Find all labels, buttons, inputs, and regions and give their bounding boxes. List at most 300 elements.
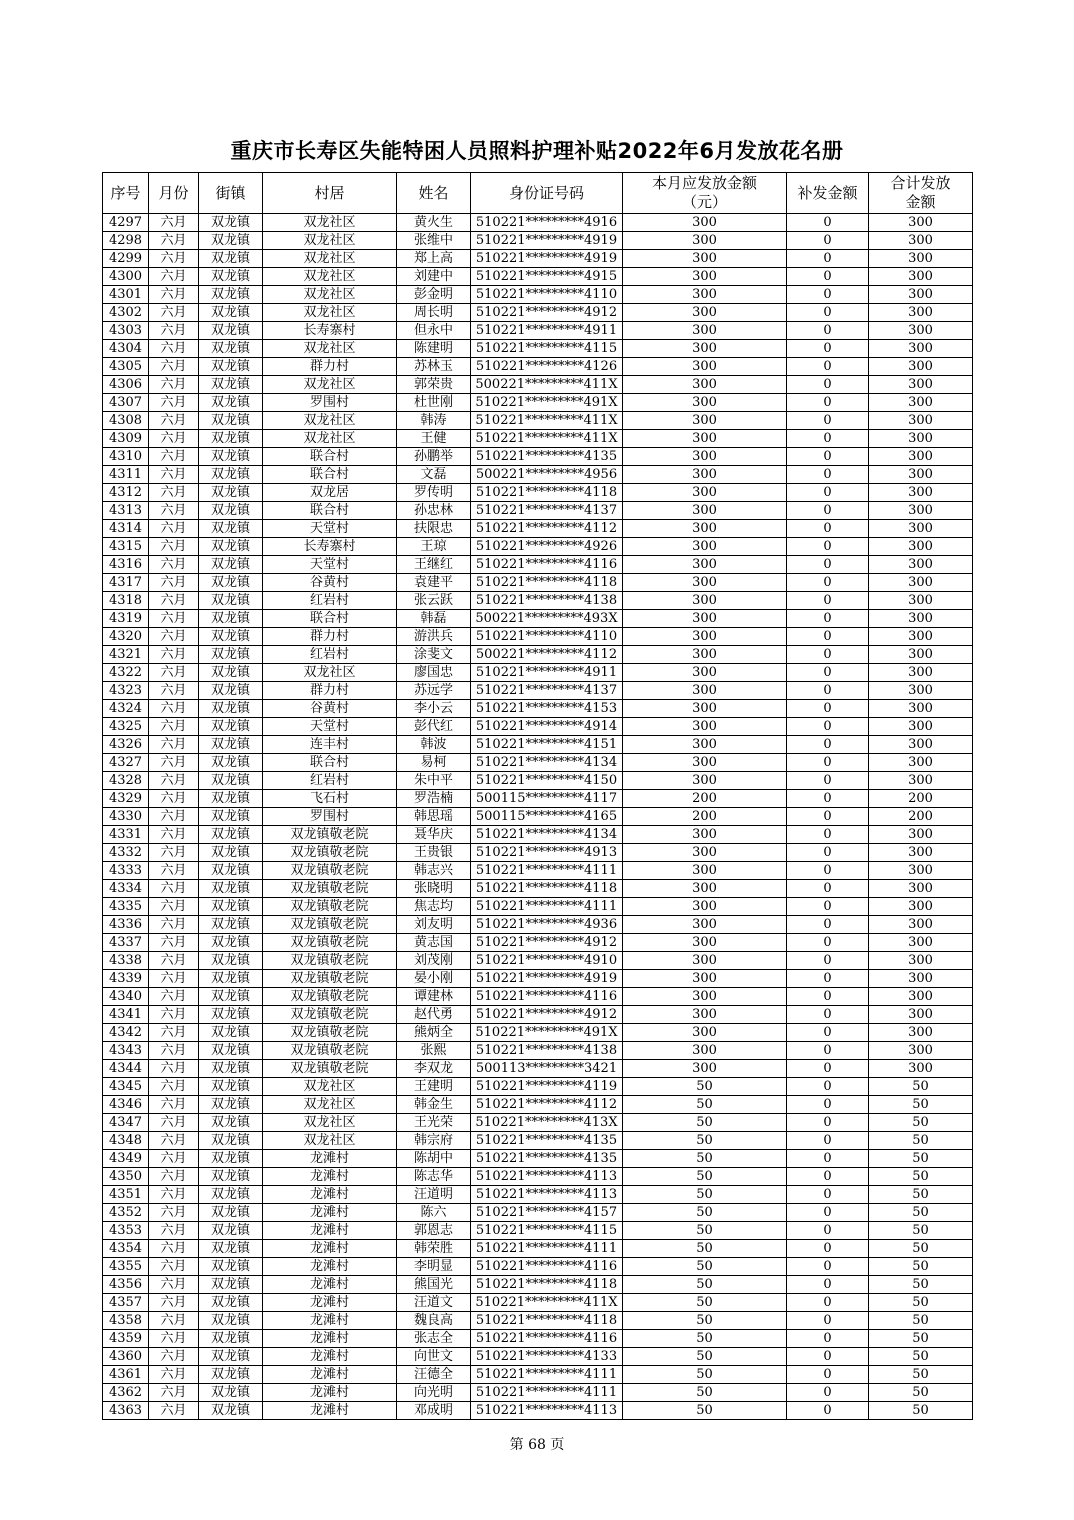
table-row [103, 430, 973, 448]
cell-town: 双龙镇 [199, 448, 263, 466]
cell-monthly-amount: 50 [623, 1330, 787, 1348]
cell-index: 4358 [103, 1312, 149, 1330]
cell-name: 王琼 [397, 538, 471, 556]
cell-index: 4313 [103, 502, 149, 520]
cell-monthly-amount: 300 [623, 250, 787, 268]
cell-town: 双龙镇 [199, 1366, 263, 1384]
cell-name: 周长明 [397, 304, 471, 322]
cell-village: 龙滩村 [263, 1402, 397, 1420]
cell-month: 六月 [149, 376, 199, 394]
cell-name: 郑上高 [397, 250, 471, 268]
table-row [103, 808, 973, 826]
cell-village: 谷黄村 [263, 700, 397, 718]
cell-month: 六月 [149, 1348, 199, 1366]
cell-month: 六月 [149, 862, 199, 880]
cell-monthly-amount: 50 [623, 1276, 787, 1294]
cell-name: 汪道文 [397, 1294, 471, 1312]
cell-town: 双龙镇 [199, 412, 263, 430]
cell-month: 六月 [149, 1060, 199, 1078]
cell-index: 4316 [103, 556, 149, 574]
cell-id-number: 510221*********4126 [471, 358, 623, 376]
cell-index: 4334 [103, 880, 149, 898]
cell-supplement: 0 [787, 772, 869, 790]
cell-monthly-amount: 300 [623, 898, 787, 916]
cell-name: 向光明 [397, 1384, 471, 1402]
cell-supplement: 0 [787, 1294, 869, 1312]
cell-monthly-amount: 300 [623, 862, 787, 880]
cell-total: 300 [869, 214, 973, 232]
table-row [103, 394, 973, 412]
cell-supplement: 0 [787, 466, 869, 484]
cell-town: 双龙镇 [199, 664, 263, 682]
cell-id-number: 510221*********4111 [471, 1366, 623, 1384]
cell-supplement: 0 [787, 1402, 869, 1420]
cell-month: 六月 [149, 1240, 199, 1258]
cell-town: 双龙镇 [199, 682, 263, 700]
cell-town: 双龙镇 [199, 754, 263, 772]
cell-id-number: 510221*********4919 [471, 250, 623, 268]
cell-total: 300 [869, 718, 973, 736]
cell-index: 4325 [103, 718, 149, 736]
cell-total: 300 [869, 1060, 973, 1078]
cell-supplement: 0 [787, 1276, 869, 1294]
cell-name: 郭恩志 [397, 1222, 471, 1240]
cell-id-number: 510221*********4919 [471, 232, 623, 250]
cell-total: 300 [869, 844, 973, 862]
cell-total: 300 [869, 970, 973, 988]
table-row [103, 790, 973, 808]
cell-town: 双龙镇 [199, 646, 263, 664]
cell-id-number: 510221*********4119 [471, 1078, 623, 1096]
cell-index: 4361 [103, 1366, 149, 1384]
cell-village: 罗围村 [263, 808, 397, 826]
cell-id-number: 510221*********4118 [471, 1276, 623, 1294]
cell-id-number: 510221*********4914 [471, 718, 623, 736]
table-row [103, 340, 973, 358]
cell-id-number: 500115*********4117 [471, 790, 623, 808]
cell-total: 50 [869, 1366, 973, 1384]
table-row [103, 322, 973, 340]
cell-town: 双龙镇 [199, 808, 263, 826]
cell-month: 六月 [149, 826, 199, 844]
cell-total: 300 [869, 520, 973, 538]
cell-name: 王建明 [397, 1078, 471, 1096]
cell-month: 六月 [149, 1006, 199, 1024]
cell-total: 300 [869, 322, 973, 340]
cell-total: 50 [869, 1168, 973, 1186]
cell-village: 红岩村 [263, 592, 397, 610]
table-row [103, 880, 973, 898]
cell-total: 300 [869, 466, 973, 484]
cell-index: 4337 [103, 934, 149, 952]
cell-town: 双龙镇 [199, 700, 263, 718]
cell-monthly-amount: 50 [623, 1096, 787, 1114]
cell-month: 六月 [149, 1078, 199, 1096]
cell-index: 4343 [103, 1042, 149, 1060]
cell-town: 双龙镇 [199, 538, 263, 556]
cell-name: 熊炳全 [397, 1024, 471, 1042]
cell-id-number: 510221*********4112 [471, 1096, 623, 1114]
cell-village: 龙滩村 [263, 1240, 397, 1258]
cell-monthly-amount: 50 [623, 1384, 787, 1402]
cell-monthly-amount: 50 [623, 1402, 787, 1420]
cell-name: 文磊 [397, 466, 471, 484]
cell-month: 六月 [149, 664, 199, 682]
cell-village: 双龙社区 [263, 664, 397, 682]
cell-month: 六月 [149, 538, 199, 556]
cell-month: 六月 [149, 736, 199, 754]
cell-village: 双龙镇敬老院 [263, 826, 397, 844]
cell-village: 双龙社区 [263, 1114, 397, 1132]
cell-month: 六月 [149, 358, 199, 376]
cell-monthly-amount: 50 [623, 1114, 787, 1132]
cell-id-number: 510221*********4134 [471, 754, 623, 772]
cell-town: 双龙镇 [199, 880, 263, 898]
cell-id-number: 510221*********4151 [471, 736, 623, 754]
cell-village: 群力村 [263, 682, 397, 700]
cell-village: 双龙镇敬老院 [263, 898, 397, 916]
cell-month: 六月 [149, 592, 199, 610]
cell-total: 300 [869, 484, 973, 502]
cell-monthly-amount: 50 [623, 1294, 787, 1312]
cell-monthly-amount: 300 [623, 754, 787, 772]
cell-village: 龙滩村 [263, 1366, 397, 1384]
cell-index: 4350 [103, 1168, 149, 1186]
table-row [103, 646, 973, 664]
cell-index: 4311 [103, 466, 149, 484]
cell-index: 4310 [103, 448, 149, 466]
cell-name: 韩思瑶 [397, 808, 471, 826]
cell-name: 廖国忠 [397, 664, 471, 682]
cell-index: 4329 [103, 790, 149, 808]
cell-name: 王健 [397, 430, 471, 448]
cell-index: 4321 [103, 646, 149, 664]
cell-month: 六月 [149, 466, 199, 484]
cell-name: 聂华庆 [397, 826, 471, 844]
cell-total: 300 [869, 826, 973, 844]
table-row [103, 592, 973, 610]
col-header-index: 序号 [103, 173, 149, 214]
col-header-month: 月份 [149, 173, 199, 214]
cell-index: 4331 [103, 826, 149, 844]
cell-total: 300 [869, 304, 973, 322]
cell-monthly-amount: 50 [623, 1366, 787, 1384]
cell-supplement: 0 [787, 736, 869, 754]
cell-monthly-amount: 50 [623, 1222, 787, 1240]
cell-total: 50 [869, 1132, 973, 1150]
cell-id-number: 500221*********493X [471, 610, 623, 628]
cell-village: 双龙社区 [263, 286, 397, 304]
cell-total: 300 [869, 1006, 973, 1024]
cell-monthly-amount: 300 [623, 232, 787, 250]
table-body [103, 214, 973, 1420]
cell-monthly-amount: 300 [623, 988, 787, 1006]
cell-month: 六月 [149, 412, 199, 430]
table-row [103, 664, 973, 682]
cell-supplement: 0 [787, 1204, 869, 1222]
cell-monthly-amount: 300 [623, 682, 787, 700]
cell-month: 六月 [149, 214, 199, 232]
cell-index: 4362 [103, 1384, 149, 1402]
table-row [103, 556, 973, 574]
cell-month: 六月 [149, 1330, 199, 1348]
cell-town: 双龙镇 [199, 1060, 263, 1078]
table-row [103, 1366, 973, 1384]
cell-village: 龙滩村 [263, 1294, 397, 1312]
cell-index: 4302 [103, 304, 149, 322]
cell-index: 4299 [103, 250, 149, 268]
cell-total: 50 [869, 1150, 973, 1168]
table-row [103, 1060, 973, 1078]
cell-supplement: 0 [787, 808, 869, 826]
cell-index: 4333 [103, 862, 149, 880]
cell-town: 双龙镇 [199, 430, 263, 448]
cell-name: 汪道明 [397, 1186, 471, 1204]
cell-total: 300 [869, 754, 973, 772]
cell-id-number: 510221*********4113 [471, 1186, 623, 1204]
table-row [103, 1384, 973, 1402]
cell-month: 六月 [149, 1096, 199, 1114]
cell-name: 向世文 [397, 1348, 471, 1366]
cell-month: 六月 [149, 286, 199, 304]
cell-index: 4356 [103, 1276, 149, 1294]
cell-month: 六月 [149, 484, 199, 502]
table-row [103, 1078, 973, 1096]
cell-index: 4342 [103, 1024, 149, 1042]
cell-total: 300 [869, 862, 973, 880]
table-row [103, 1294, 973, 1312]
cell-month: 六月 [149, 1186, 199, 1204]
table-row [103, 1222, 973, 1240]
cell-town: 双龙镇 [199, 376, 263, 394]
cell-total: 300 [869, 502, 973, 520]
cell-monthly-amount: 300 [623, 466, 787, 484]
cell-monthly-amount: 300 [623, 826, 787, 844]
cell-village: 双龙镇敬老院 [263, 862, 397, 880]
cell-month: 六月 [149, 844, 199, 862]
cell-id-number: 510221*********4153 [471, 700, 623, 718]
cell-monthly-amount: 300 [623, 646, 787, 664]
table-row [103, 970, 973, 988]
cell-id-number: 510221*********411X [471, 430, 623, 448]
cell-index: 4317 [103, 574, 149, 592]
cell-id-number: 510221*********4113 [471, 1402, 623, 1420]
cell-index: 4314 [103, 520, 149, 538]
cell-total: 50 [869, 1204, 973, 1222]
cell-id-number: 510221*********4118 [471, 484, 623, 502]
cell-monthly-amount: 50 [623, 1132, 787, 1150]
cell-month: 六月 [149, 682, 199, 700]
cell-monthly-amount: 300 [623, 628, 787, 646]
cell-supplement: 0 [787, 1312, 869, 1330]
cell-index: 4332 [103, 844, 149, 862]
cell-total: 300 [869, 412, 973, 430]
cell-village: 群力村 [263, 358, 397, 376]
cell-town: 双龙镇 [199, 1114, 263, 1132]
cell-supplement: 0 [787, 574, 869, 592]
cell-town: 双龙镇 [199, 268, 263, 286]
cell-month: 六月 [149, 1168, 199, 1186]
table-row [103, 1348, 973, 1366]
cell-supplement: 0 [787, 664, 869, 682]
cell-monthly-amount: 300 [623, 574, 787, 592]
cell-town: 双龙镇 [199, 556, 263, 574]
cell-index: 4300 [103, 268, 149, 286]
cell-id-number: 510221*********4115 [471, 340, 623, 358]
cell-village: 联合村 [263, 448, 397, 466]
cell-index: 4315 [103, 538, 149, 556]
cell-total: 300 [869, 232, 973, 250]
cell-monthly-amount: 300 [623, 484, 787, 502]
cell-name: 但永中 [397, 322, 471, 340]
cell-index: 4336 [103, 916, 149, 934]
cell-town: 双龙镇 [199, 1258, 263, 1276]
table-row [103, 772, 973, 790]
table-row [103, 844, 973, 862]
cell-total: 300 [869, 646, 973, 664]
cell-town: 双龙镇 [199, 844, 263, 862]
cell-village: 龙滩村 [263, 1384, 397, 1402]
table-row [103, 952, 973, 970]
cell-id-number: 510221*********4150 [471, 772, 623, 790]
cell-supplement: 0 [787, 484, 869, 502]
cell-monthly-amount: 300 [623, 880, 787, 898]
cell-index: 4301 [103, 286, 149, 304]
cell-village: 双龙居 [263, 484, 397, 502]
cell-index: 4363 [103, 1402, 149, 1420]
col-header-total: 合计发放 金额 [869, 173, 973, 214]
cell-name: 张云跃 [397, 592, 471, 610]
cell-month: 六月 [149, 250, 199, 268]
cell-monthly-amount: 200 [623, 790, 787, 808]
cell-id-number: 500115*********4165 [471, 808, 623, 826]
table-row [103, 574, 973, 592]
cell-month: 六月 [149, 1150, 199, 1168]
cell-monthly-amount: 300 [623, 610, 787, 628]
cell-index: 4349 [103, 1150, 149, 1168]
cell-village: 联合村 [263, 502, 397, 520]
cell-village: 双龙社区 [263, 1078, 397, 1096]
cell-name: 郭荣贵 [397, 376, 471, 394]
cell-month: 六月 [149, 754, 199, 772]
cell-village: 双龙社区 [263, 1096, 397, 1114]
cell-town: 双龙镇 [199, 1078, 263, 1096]
table-row [103, 718, 973, 736]
cell-month: 六月 [149, 430, 199, 448]
table-row [103, 538, 973, 556]
table-row [103, 934, 973, 952]
cell-monthly-amount: 300 [623, 286, 787, 304]
cell-index: 4339 [103, 970, 149, 988]
cell-monthly-amount: 300 [623, 916, 787, 934]
cell-month: 六月 [149, 790, 199, 808]
cell-village: 双龙镇敬老院 [263, 844, 397, 862]
table-row [103, 214, 973, 232]
cell-monthly-amount: 50 [623, 1258, 787, 1276]
cell-name: 扶限忠 [397, 520, 471, 538]
page-number: 第 68 页 [509, 1437, 565, 1453]
cell-total: 300 [869, 340, 973, 358]
cell-total: 300 [869, 574, 973, 592]
cell-town: 双龙镇 [199, 1096, 263, 1114]
cell-name: 谭建林 [397, 988, 471, 1006]
cell-total: 300 [869, 376, 973, 394]
cell-id-number: 510221*********491X [471, 1024, 623, 1042]
cell-name: 韩涛 [397, 412, 471, 430]
cell-name: 赵代勇 [397, 1006, 471, 1024]
cell-supplement: 0 [787, 718, 869, 736]
cell-village: 连丰村 [263, 736, 397, 754]
cell-village: 天堂村 [263, 556, 397, 574]
cell-supplement: 0 [787, 916, 869, 934]
cell-name: 陈建明 [397, 340, 471, 358]
cell-supplement: 0 [787, 700, 869, 718]
cell-month: 六月 [149, 808, 199, 826]
cell-id-number: 510221*********413X [471, 1114, 623, 1132]
cell-total: 50 [869, 1186, 973, 1204]
cell-name: 韩波 [397, 736, 471, 754]
cell-total: 300 [869, 898, 973, 916]
cell-id-number: 510221*********4137 [471, 502, 623, 520]
cell-total: 300 [869, 448, 973, 466]
cell-total: 50 [869, 1078, 973, 1096]
table-row [103, 916, 973, 934]
cell-town: 双龙镇 [199, 736, 263, 754]
cell-name: 韩宗府 [397, 1132, 471, 1150]
cell-month: 六月 [149, 1366, 199, 1384]
cell-supplement: 0 [787, 826, 869, 844]
table-row [103, 700, 973, 718]
table-row [103, 1114, 973, 1132]
cell-month: 六月 [149, 1402, 199, 1420]
cell-supplement: 0 [787, 790, 869, 808]
cell-total: 300 [869, 610, 973, 628]
cell-index: 4322 [103, 664, 149, 682]
cell-index: 4355 [103, 1258, 149, 1276]
cell-supplement: 0 [787, 1168, 869, 1186]
cell-supplement: 0 [787, 340, 869, 358]
cell-total: 50 [869, 1294, 973, 1312]
cell-id-number: 510221*********4137 [471, 682, 623, 700]
cell-index: 4304 [103, 340, 149, 358]
cell-index: 4312 [103, 484, 149, 502]
table-row [103, 628, 973, 646]
cell-supplement: 0 [787, 1114, 869, 1132]
cell-month: 六月 [149, 772, 199, 790]
cell-month: 六月 [149, 934, 199, 952]
cell-monthly-amount: 300 [623, 340, 787, 358]
cell-village: 双龙社区 [263, 376, 397, 394]
cell-town: 双龙镇 [199, 610, 263, 628]
cell-village: 龙滩村 [263, 1276, 397, 1294]
cell-index: 4341 [103, 1006, 149, 1024]
cell-supplement: 0 [787, 376, 869, 394]
cell-name: 韩金生 [397, 1096, 471, 1114]
table-row [103, 1042, 973, 1060]
cell-index: 4327 [103, 754, 149, 772]
cell-month: 六月 [149, 232, 199, 250]
table-row [103, 358, 973, 376]
cell-town: 双龙镇 [199, 1402, 263, 1420]
cell-total: 300 [869, 556, 973, 574]
cell-supplement: 0 [787, 1258, 869, 1276]
cell-monthly-amount: 300 [623, 376, 787, 394]
cell-village: 天堂村 [263, 520, 397, 538]
cell-id-number: 500221*********4956 [471, 466, 623, 484]
table-row [103, 376, 973, 394]
cell-supplement: 0 [787, 1078, 869, 1096]
cell-supplement: 0 [787, 268, 869, 286]
